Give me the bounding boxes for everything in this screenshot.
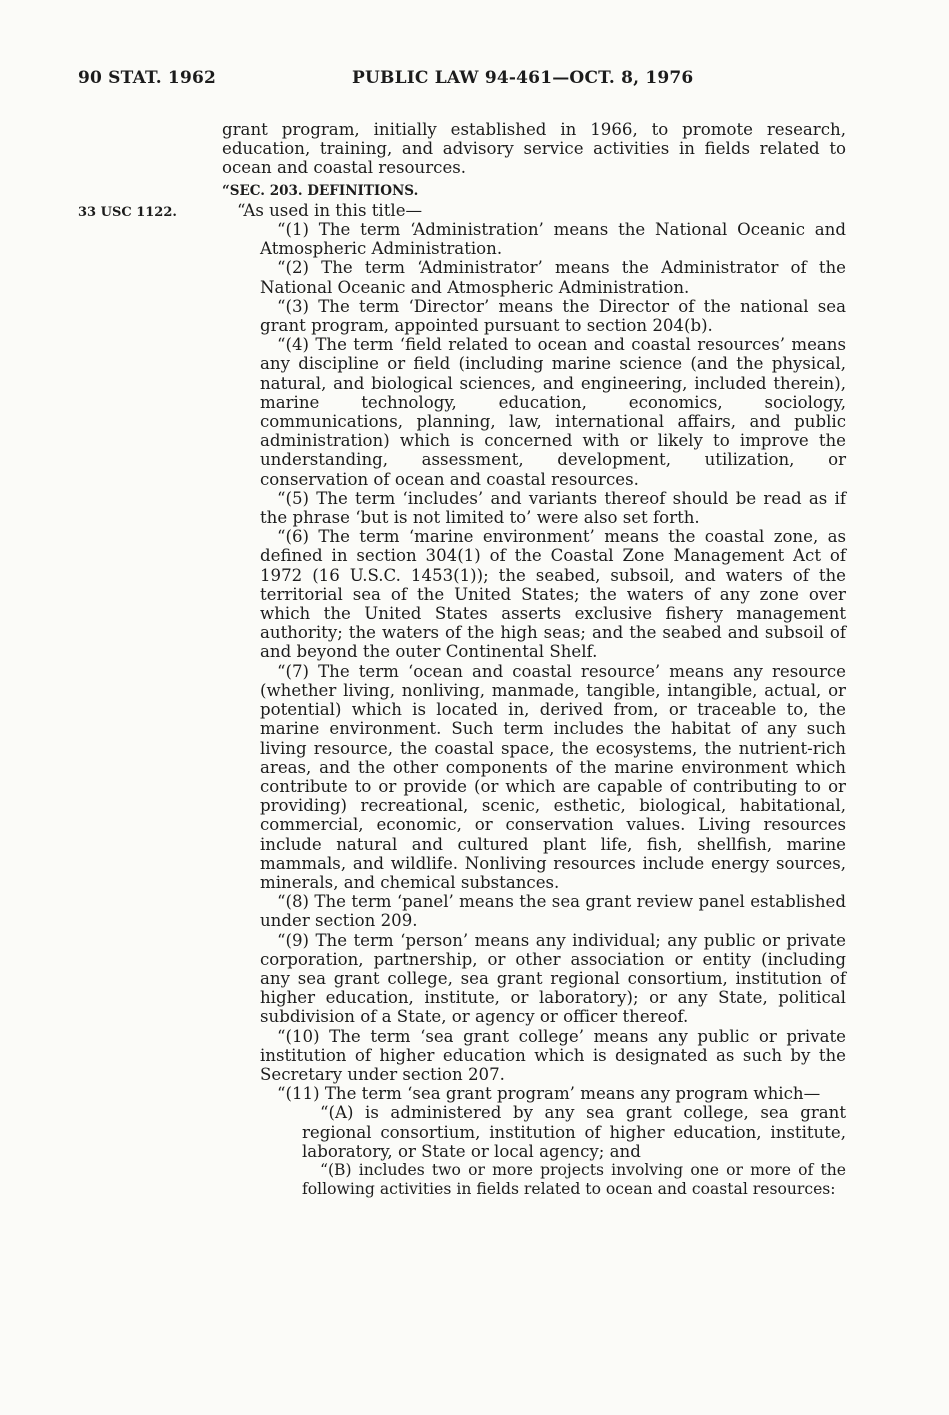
definition-1: “(1) The term ‘Administration’ means the National Oceanic and Atmospheric Administration. — [260, 220, 846, 259]
definition-2: “(2) The term ‘Administrator’ means the Administrator of the National Oceanic and Atmospheric Administration. — [260, 258, 846, 297]
section-heading: “SEC. 203. DEFINITIONS. — [222, 182, 419, 199]
definition-7: “(7) The term ‘ocean and coastal resource’ means any resource (whether living, nonliving, manmade, tangible, intangible, actual, or potential) which is located in, derived from, or traceable to, the marine environment. Such term includes the habitat of any such living resource, the coastal space, the ecosystems, the nutrient-rich areas, and the other components of the marine environment which contribute to or provide (or which are capable of contributing to or providing) recreational, scenic, esthetic, biological, habitational, commercial, economic, or conservation values. Living resources include natural and cultured plant life, fish, shellfish, marine mammals, and wildlife. Nonliving resources include energy sources, minerals, and chemical substances. — [260, 661, 846, 892]
definition-9: “(9) The term ‘person’ means any individual; any public or private corporation, partnership, or other association or entity (including any sea grant college, sea grant regional consortium, institution of higher education, institute, or laboratory); or any State, political subdivision of a State, or agency or officer thereof. — [260, 930, 846, 1027]
definition-3: “(3) The term ‘Director’ means the Director of the national sea grant program, appointed pursuant to section 204(b). — [260, 296, 846, 336]
definition-4: “(4) The term ‘field related to ocean and coastal resources’ means any discipline or field (including marine science (and the physical, natural, and biological sciences, and engineering, included therein), marine technology, education, economics, sociology, communications, planning, law, international affairs, and public administration) which is concerned with or likely to improve the understanding, assessment, development, utilization, or conservation of ocean and coastal resources. — [260, 335, 846, 489]
definition-5: “(5) The term ‘includes’ and variants thereof should be read as if the phrase ‘but is not limited to’ were also set forth. — [260, 488, 846, 528]
subclause-b: “(B) includes two or more projects involving one or more of the following activities in fields related to ocean and coastal resources: — [302, 1160, 846, 1199]
definition-8: “(8) The term ‘panel’ means the sea grant review panel established under section 209. — [260, 892, 846, 931]
lead-in: “As used in this title— — [237, 200, 423, 220]
definition-10: “(10) The term ‘sea grant college’ means any public or private institution of higher education which is designated as such by the Secretary under section 207. — [260, 1026, 846, 1084]
definition-6: “(6) The term ‘marine environment’ means the coastal zone, as defined in section 304(1) of the Coastal Zone Management Act of 1972 (16 U.S.C. 1453(1)); the seabed, subsoil, and waters of the territorial sea of the United States; the waters of any zone over which the United States asserts exclusive fishery management authority; the waters of the high seas; and the seabed and subsoil of and beyond the outer Continental Shelf. — [260, 527, 846, 662]
page-title: PUBLIC LAW 94-461—OCT. 8, 1976 — [352, 68, 694, 88]
statute-reference: 90 STAT. 1962 — [78, 68, 217, 88]
margin-citation: 33 USC 1122. — [78, 205, 177, 220]
page-header — [78, 68, 846, 96]
definition-11: “(11) The term ‘sea grant program’ means any program which— — [277, 1084, 821, 1104]
intro-paragraph: grant program, initially established in 1966, to promote research, education, training, and advisory service activities in fields related to ocean and coastal resources. — [222, 120, 846, 178]
document-body — [222, 120, 846, 1199]
subclause-a: “(A) is administered by any sea grant college, sea grant regional consortium, institution of higher education, institute, laboratory, or State or local agency; and — [302, 1103, 846, 1161]
